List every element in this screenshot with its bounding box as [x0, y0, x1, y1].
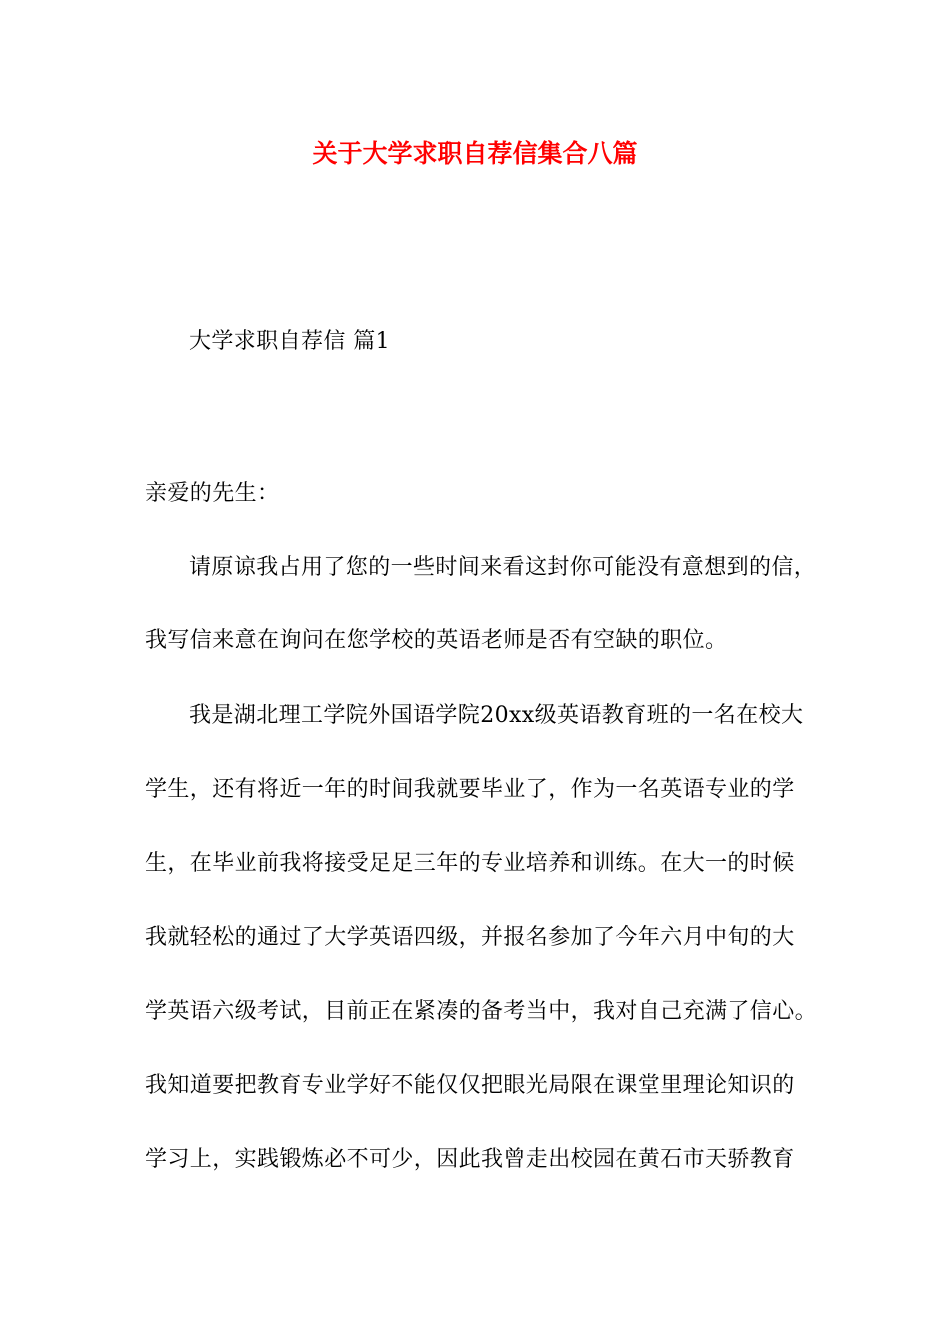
- body-line: 生，在毕业前我将接受足足三年的专业培养和训练。在大一的时候: [145, 851, 795, 876]
- body-line: 我是湖北理工学院外国语学院20xx级英语教育班的一名在校大: [189, 703, 804, 728]
- document-title: 关于大学求职自荐信集合八篇: [312, 139, 638, 168]
- body-line: 学英语六级考试，目前正在紧凑的备考当中，我对自己充满了信心。: [145, 999, 818, 1024]
- body-line: 我就轻松的通过了大学英语四级，并报名参加了今年六月中旬的大: [145, 925, 795, 950]
- section-heading: 大学求职自荐信 篇1: [189, 329, 390, 354]
- body-line: 学习上，实践锻炼必不可少，因此我曾走出校园在黄石市天骄教育: [145, 1147, 795, 1172]
- body-line: 学生，还有将近一年的时间我就要毕业了，作为一名英语专业的学: [145, 777, 795, 802]
- body-line: 我知道要把教育专业学好不能仅仅把眼光局限在课堂里理论知识的: [145, 1073, 795, 1098]
- body-line: 请原谅我占用了您的一些时间来看这封你可能没有意想到的信，: [189, 555, 817, 580]
- salutation: 亲爱的先生：: [145, 481, 280, 506]
- body-line: 我写信来意在询问在您学校的英语老师是否有空缺的职位。: [145, 628, 728, 653]
